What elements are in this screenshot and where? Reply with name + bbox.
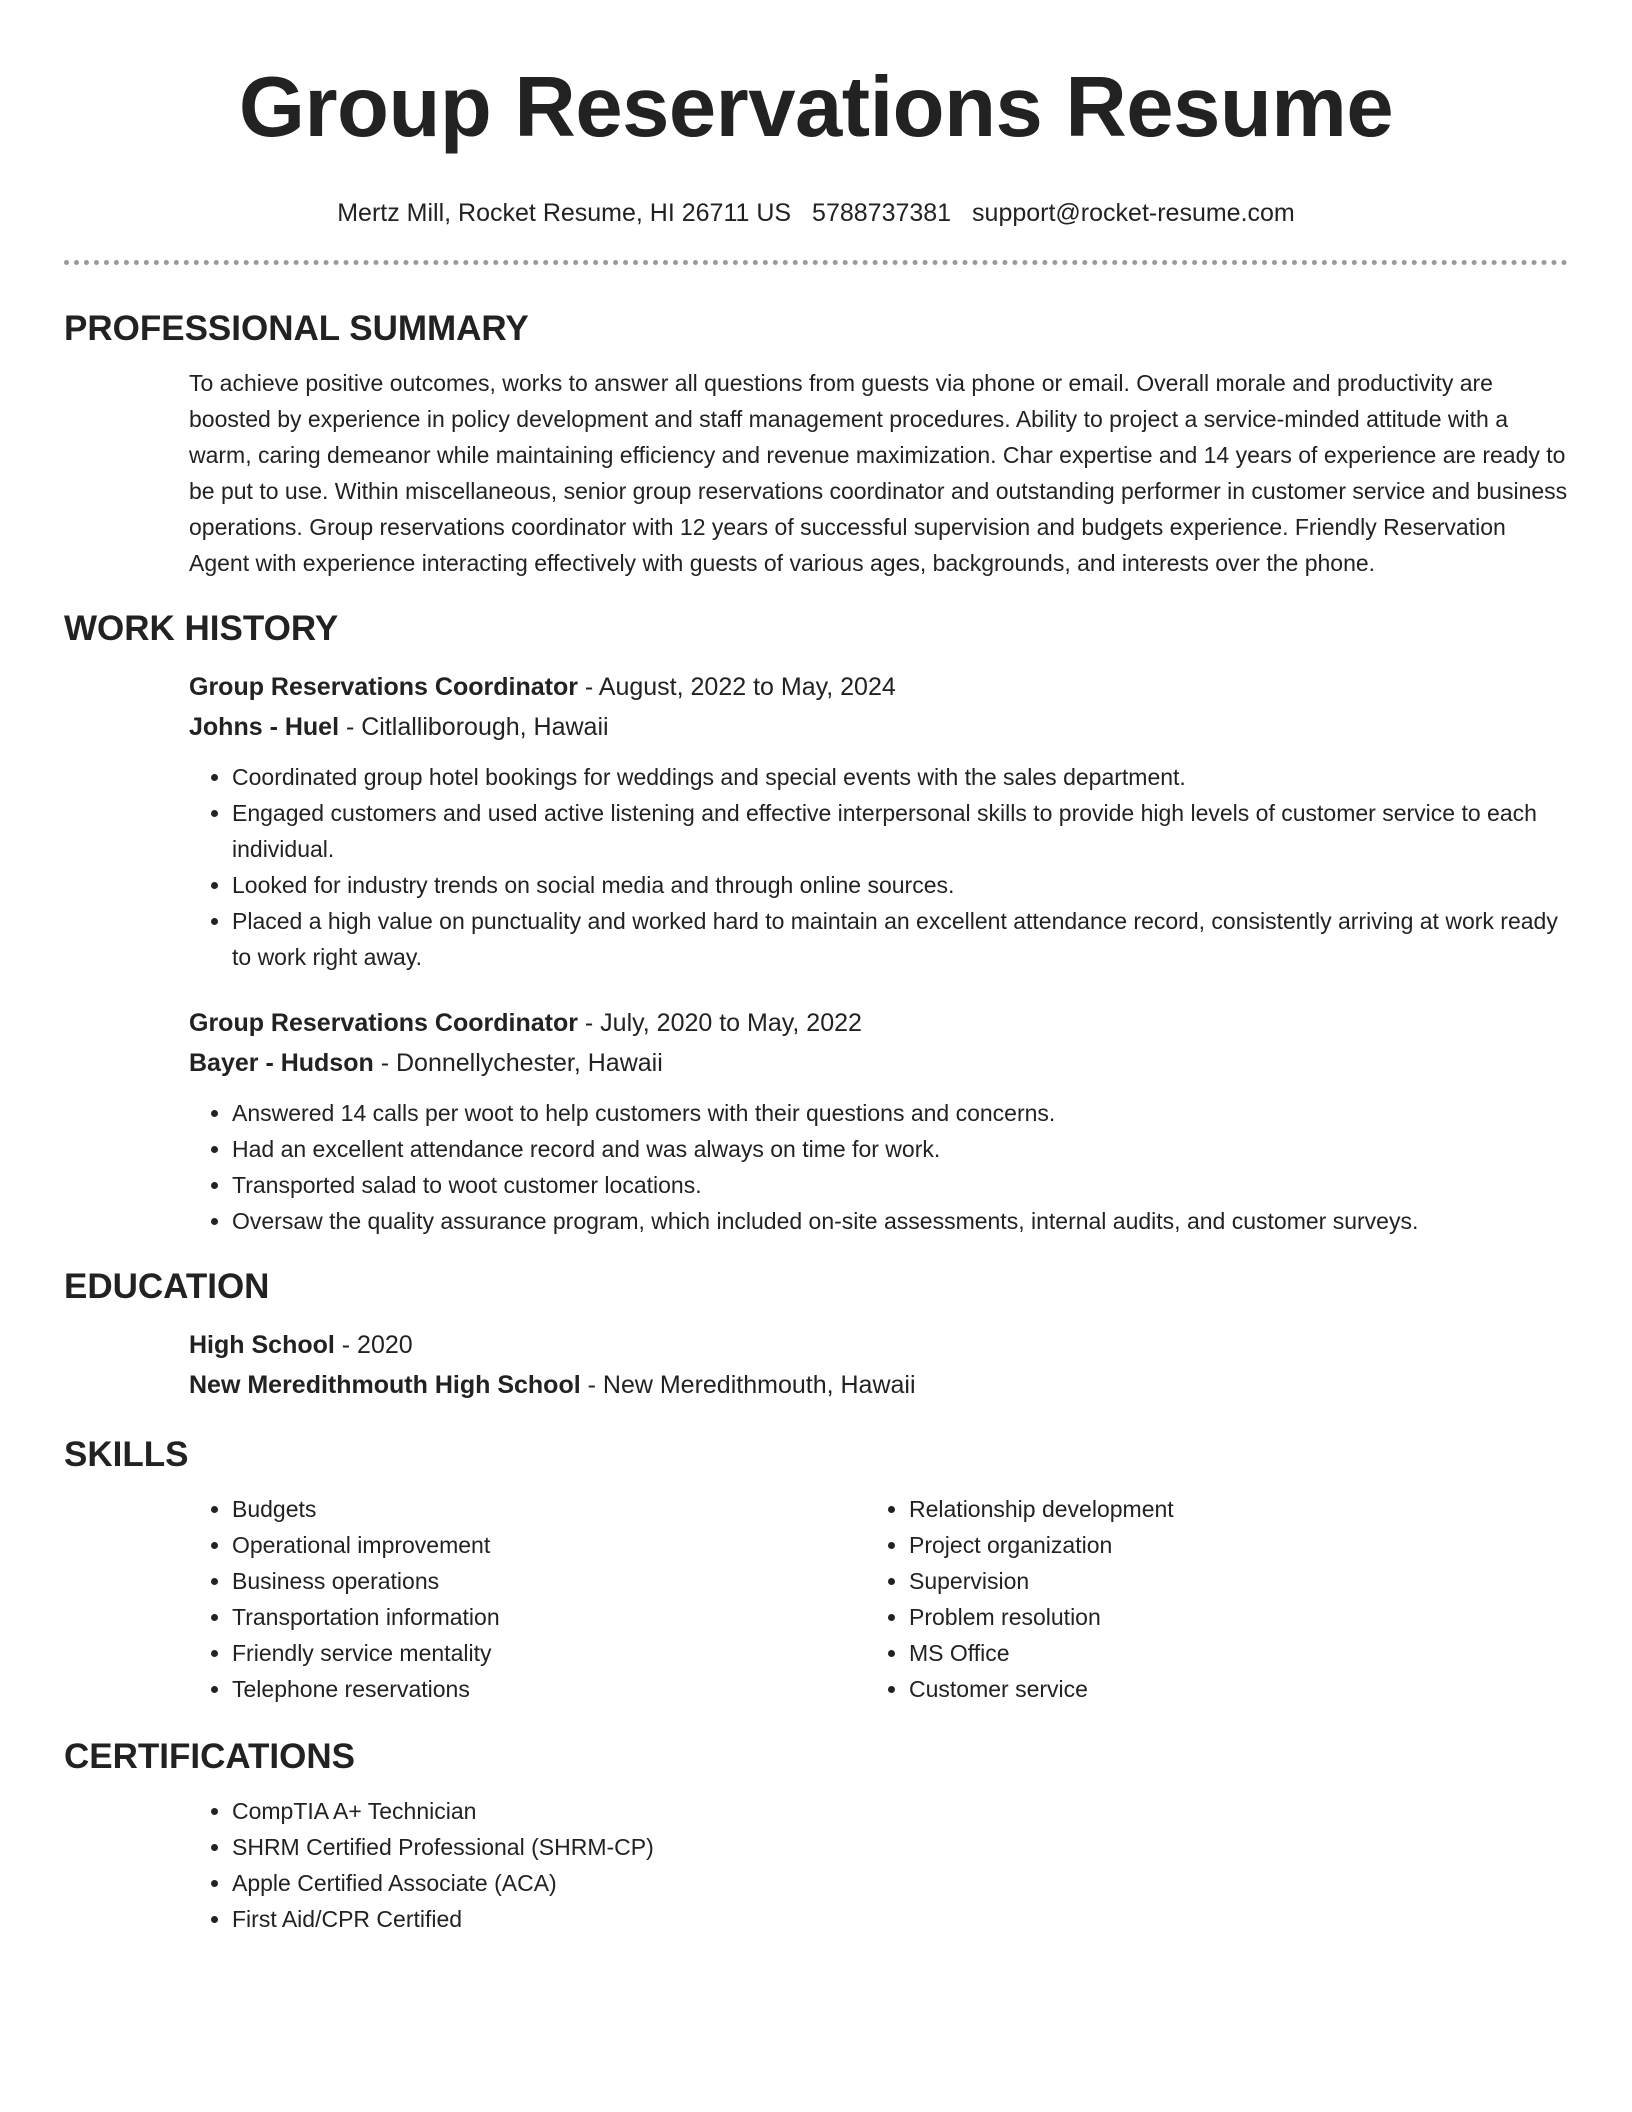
certification-item: • SHRM Certified Professional (SHRM-CP) — [232, 1829, 1568, 1865]
skill-item: • Customer service — [909, 1671, 1543, 1707]
skill-item: • Friendly service mentality — [232, 1635, 866, 1671]
job-bullet: • Coordinated group hotel bookings for weddings and special events with the sales department. — [232, 759, 1568, 795]
education-heading: EDUCATION — [64, 1267, 270, 1306]
education-degree: High School — [189, 1331, 335, 1359]
summary-text: To achieve positive outcomes, works to answer all questions from guests via phone or email. Overall morale and productivity are boosted by experience in policy development and staff management procedures. Ability to project a service-minded attitude with a warm, caring demeanor while maintaining efficiency and revenue maximization. Char expertise and 14 years of experience are ready to be put to use. Within miscellaneous, senior group reservations coordinator and outstanding performer in customer service and business operations. Group reservations coordinator with 12 years of successful supervision and budgets experience. Friendly Reservation Agent with experience interacting effectively with guests of various ages, backgrounds, and interests over the phone. — [189, 370, 1568, 576]
job-title-line — [189, 667, 1568, 707]
certifications-list — [189, 1793, 1568, 1937]
job-company: Johns - Huel — [189, 713, 340, 741]
education-school-line — [189, 1365, 1568, 1405]
skill-item: • MS Office — [909, 1635, 1543, 1671]
skill-item: • Operational improvement — [232, 1527, 866, 1563]
skills-section — [189, 1491, 1568, 1707]
certification-item: • CompTIA A+ Technician — [232, 1793, 1568, 1829]
header-divider — [64, 260, 1568, 265]
contact-line — [64, 196, 1568, 230]
job-bullet: • Placed a high value on punctuality and worked hard to maintain an excellent attendance record, consistently arriving at work ready to work right away. — [232, 903, 1568, 975]
certifications-section — [189, 1793, 1568, 1937]
education-school: New Meredithmouth High School — [189, 1371, 581, 1399]
job-title: Group Reservations Coordinator — [189, 1009, 578, 1037]
work-history-heading: WORK HISTORY — [64, 609, 339, 648]
job-title-line — [189, 1003, 1568, 1043]
skill-item: • Business operations — [232, 1563, 866, 1599]
job-location: - Citlalliborough, Hawaii — [339, 713, 609, 741]
certification-item: • First Aid/CPR Certified — [232, 1901, 1568, 1937]
education-year: - 2020 — [334, 1331, 413, 1359]
skills-list-right — [866, 1491, 1543, 1707]
skill-item: • Project organization — [909, 1527, 1543, 1563]
skill-item: • Budgets — [232, 1491, 866, 1527]
work-history-section — [189, 667, 1568, 1239]
contact-address: Mertz Mill, Rocket Resume, HI 26711 US — [337, 199, 792, 227]
skills-column-right — [866, 1491, 1543, 1707]
job-bullet: • Answered 14 calls per woot to help customers with their questions and concerns. — [232, 1095, 1568, 1131]
job-bullet: • Looked for industry trends on social media and through online sources. — [232, 867, 1568, 903]
job-bullet: • Transported salad to woot customer locations. — [232, 1167, 1568, 1203]
job-bullet: • Oversaw the quality assurance program, which included on-site assessments, internal audits, and customer surveys. — [232, 1203, 1568, 1239]
contact-phone: 5788737381 — [812, 199, 952, 227]
job-dates: - August, 2022 to May, 2024 — [577, 673, 896, 701]
skill-item: • Problem resolution — [909, 1599, 1543, 1635]
skills-heading: SKILLS — [64, 1435, 189, 1474]
education-degree-line — [189, 1325, 1568, 1365]
job-entry — [189, 1003, 1568, 1239]
skill-item: • Relationship development — [909, 1491, 1543, 1527]
skills-list-left — [189, 1491, 866, 1707]
job-bullet: • Engaged customers and used active listening and effective interpersonal skills to provide high levels of customer service to each individual. — [232, 795, 1568, 867]
job-bullet: • Had an excellent attendance record and was always on time for work. — [232, 1131, 1568, 1167]
contact-email: support@rocket-resume.com — [972, 199, 1295, 227]
education-location: - New Meredithmouth, Hawaii — [580, 1371, 916, 1399]
job-company: Bayer - Hudson — [189, 1049, 374, 1077]
education-section — [189, 1325, 1568, 1405]
job-company-line — [189, 707, 1568, 747]
job-company-line — [189, 1043, 1568, 1083]
certification-item: • Apple Certified Associate (ACA) — [232, 1865, 1568, 1901]
skill-item: • Telephone reservations — [232, 1671, 866, 1707]
job-bullets — [189, 1095, 1568, 1239]
resume-title: Group Reservations Resume — [238, 60, 1394, 155]
summary-heading: PROFESSIONAL SUMMARY — [64, 309, 529, 348]
summary-section — [189, 365, 1568, 581]
certifications-heading: CERTIFICATIONS — [64, 1737, 356, 1776]
job-location: - Donnellychester, Hawaii — [373, 1049, 663, 1077]
job-entry — [189, 667, 1568, 975]
skill-item: • Supervision — [909, 1563, 1543, 1599]
job-title: Group Reservations Coordinator — [189, 673, 578, 701]
skill-item: • Transportation information — [232, 1599, 866, 1635]
job-dates: - July, 2020 to May, 2022 — [577, 1009, 862, 1037]
skills-column-left — [189, 1491, 866, 1707]
job-bullets — [189, 759, 1568, 975]
